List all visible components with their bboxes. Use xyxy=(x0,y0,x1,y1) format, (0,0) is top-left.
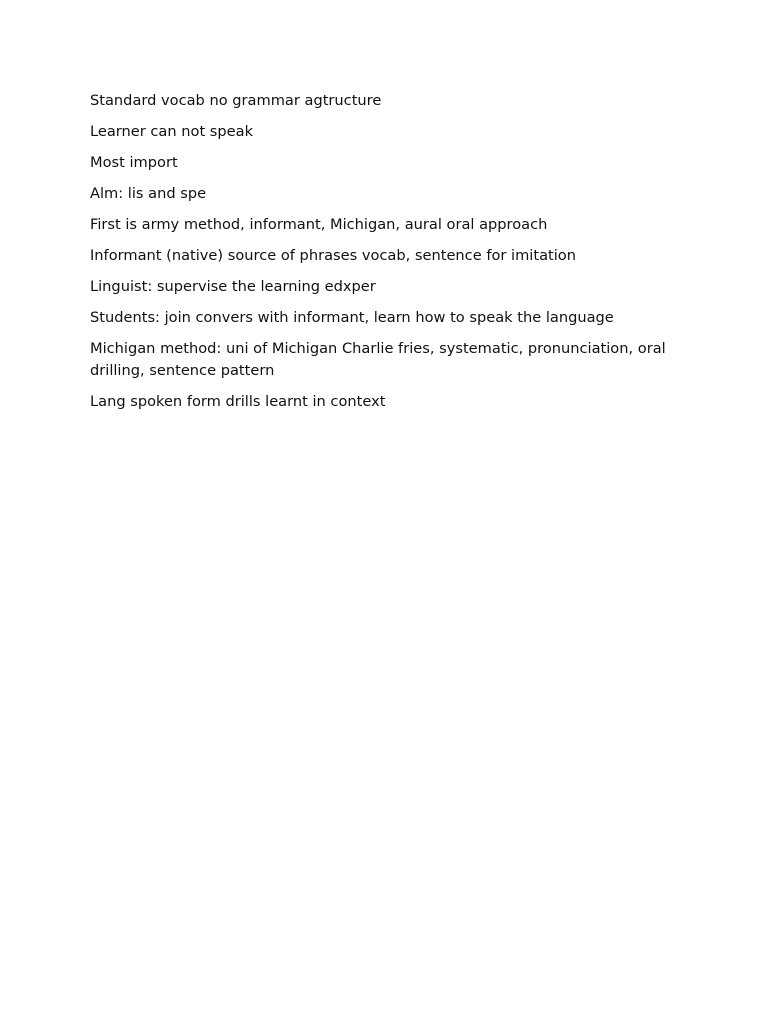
paragraph: Students: join convers with informant, learn how to speak the language xyxy=(90,309,614,326)
paragraph: Michigan method: uni of Michigan Charlie fries, systematic, pronunciation, oral drilling, sentence pattern xyxy=(90,340,666,379)
paragraph: First is army method, informant, Michigan, aural oral approach xyxy=(90,216,548,233)
paragraph: Lang spoken form drills learnt in context xyxy=(90,393,386,410)
paragraph: Most import xyxy=(90,154,178,171)
paragraph: Informant (native) source of phrases vocab, sentence for imitation xyxy=(90,247,576,264)
document-body xyxy=(90,90,670,422)
paragraph: Learner can not speak xyxy=(90,123,254,140)
paragraph: Standard vocab no grammar agtructure xyxy=(90,92,382,109)
paragraph: Linguist: supervise the learning edxper xyxy=(90,278,376,295)
paragraph: Alm: lis and spe xyxy=(90,185,207,202)
